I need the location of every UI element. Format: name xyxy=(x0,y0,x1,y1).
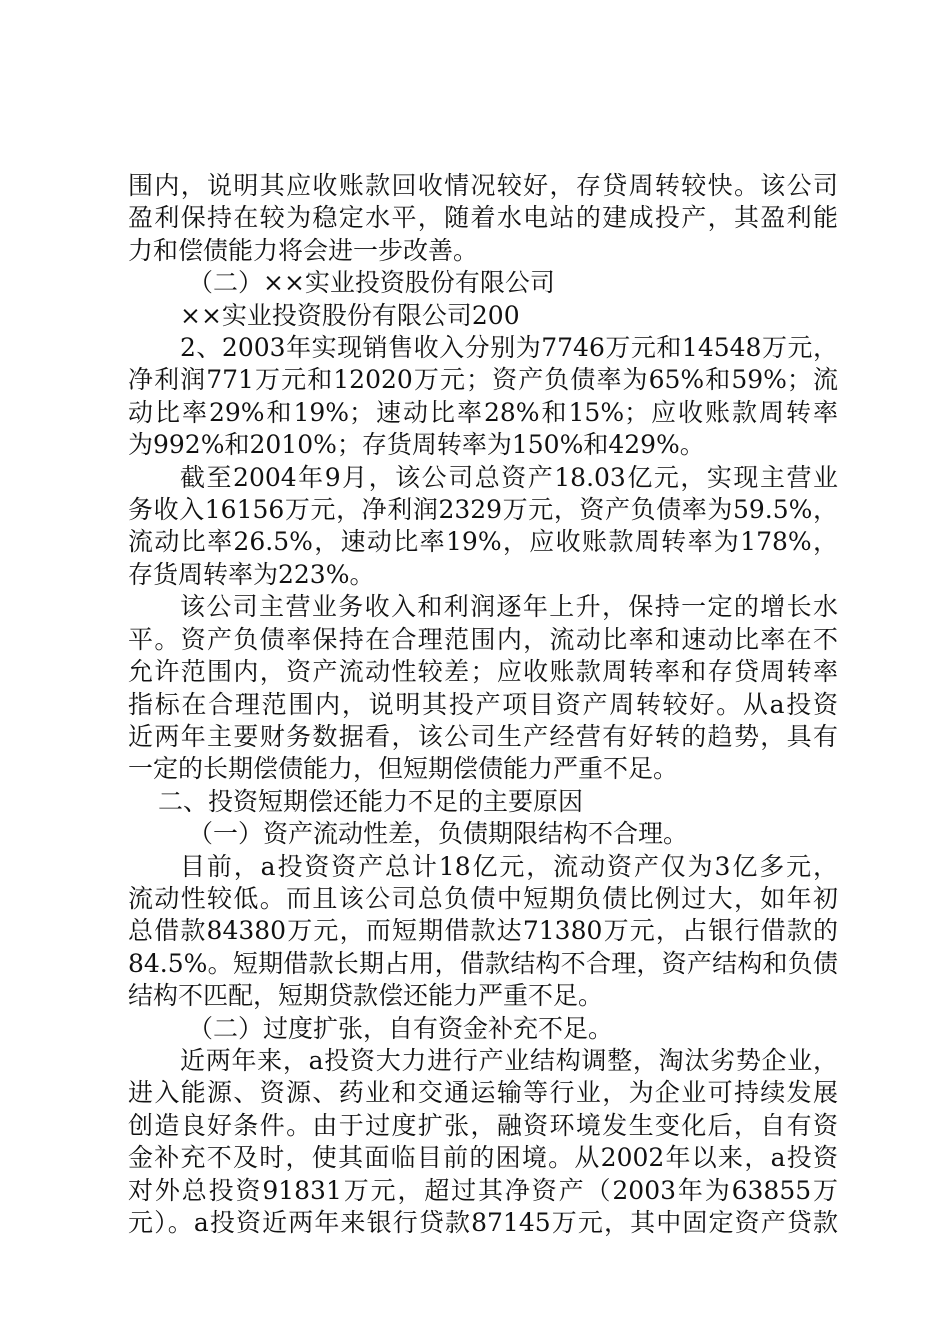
text-line: 84.5%。短期借款长期占用，借款结构不合理，资产结构和负债 xyxy=(128,948,838,978)
text-line: 元）。a投资近两年来银行贷款87145万元，其中固定资产贷款 xyxy=(128,1208,838,1237)
text-line: 金补充不及时，使其面临目前的困境。从2002年以来，a投资 xyxy=(128,1143,838,1173)
text-line: 动比率29%和19%；速动比率28%和15%；应收账款周转率 xyxy=(128,397,838,427)
paragraph-4 xyxy=(128,332,838,462)
text-line: 指标在合理范围内，说明其投产项目资产周转较好。从a投资 xyxy=(128,689,838,719)
text-line: （二）××实业投资股份有限公司 xyxy=(188,268,555,298)
text-line: 截至2004年9月，该公司总资产18.03亿元，实现主营业 xyxy=(180,462,838,492)
text-line: 进入能源、资源、药业和交通运输等行业，为企业可持续发展 xyxy=(128,1078,838,1108)
text-line: 流动性较低。而且该公司总负债中短期负债比例过大，如年初 xyxy=(128,883,838,913)
paragraph-9 xyxy=(128,851,838,1013)
text-line: 允许范围内，资产流动性较差；应收账款周转率和存贷周转率 xyxy=(128,657,838,687)
text-line: 二、投资短期偿还能力不足的主要原因 xyxy=(158,786,584,816)
text-line: 一定的长期偿债能力，但短期偿债能力严重不足。 xyxy=(128,754,679,784)
text-line: ××实业投资股份有限公司200 xyxy=(180,300,520,330)
text-line: 结构不匹配，短期贷款偿还能力严重不足。 xyxy=(128,981,604,1011)
section-heading-2 xyxy=(128,267,838,299)
text-line: 盈利保持在较为稳定水平，随着水电站的建成投产，其盈利能 xyxy=(128,203,838,233)
text-line: （一）资产流动性差，负债期限结构不合理。 xyxy=(188,819,689,849)
section-heading-main xyxy=(128,786,838,818)
text-line: 为992%和2010%；存货周转率为150%和429%。 xyxy=(128,430,705,460)
text-line: 目前，a投资资产总计18亿元，流动资产仅为3亿多元， xyxy=(180,851,838,881)
paragraph-3 xyxy=(128,300,838,332)
text-line: 平。资产负债率保持在合理范围内，流动比率和速动比率在不 xyxy=(128,624,838,654)
text-line: 近两年主要财务数据看，该公司生产经营有好转的趋势，具有 xyxy=(128,721,838,751)
section-heading-sub-2 xyxy=(128,1013,838,1045)
text-line: 总借款84380万元，而短期借款达71380万元，占银行借款的 xyxy=(128,916,838,946)
text-line: （二）过度扩张，自有资金补充不足。 xyxy=(188,1013,614,1043)
text-line: 力和偿债能力将会进一步改善。 xyxy=(128,235,479,265)
text-line: 围内，说明其应收账款回收情况较好，存贷周转较快。该公司 xyxy=(128,171,838,200)
text-line: 该公司主营业务收入和利润逐年上升，保持一定的增长水 xyxy=(180,592,838,622)
text-line: 对外总投资91831万元，超过其净资产（2003年为63855万 xyxy=(128,1175,838,1205)
document-body xyxy=(128,170,838,1239)
text-line: 流动比率26.5%，速动比率19%，应收账款周转率为178%， xyxy=(128,527,838,557)
text-line: 创造良好条件。由于过度扩张，融资环境发生变化后，自有资 xyxy=(128,1110,838,1140)
text-line: 存货周转率为223%。 xyxy=(128,559,375,589)
text-line: 近两年来，a投资大力进行产业结构调整，淘汰劣势企业， xyxy=(180,1045,838,1075)
text-line: 务收入16156万元，净利润2329万元，资产负债率为59.5%， xyxy=(128,495,838,525)
text-line: 净利润771万元和12020万元；资产负债率为65%和59%；流 xyxy=(128,365,838,395)
paragraph-5 xyxy=(128,462,838,592)
text-line: 2、2003年实现销售收入分别为7746万元和14548万元， xyxy=(180,333,838,363)
paragraph-1 xyxy=(128,170,838,267)
section-heading-sub-1 xyxy=(128,818,838,850)
paragraph-11 xyxy=(128,1045,838,1239)
paragraph-6 xyxy=(128,591,838,785)
